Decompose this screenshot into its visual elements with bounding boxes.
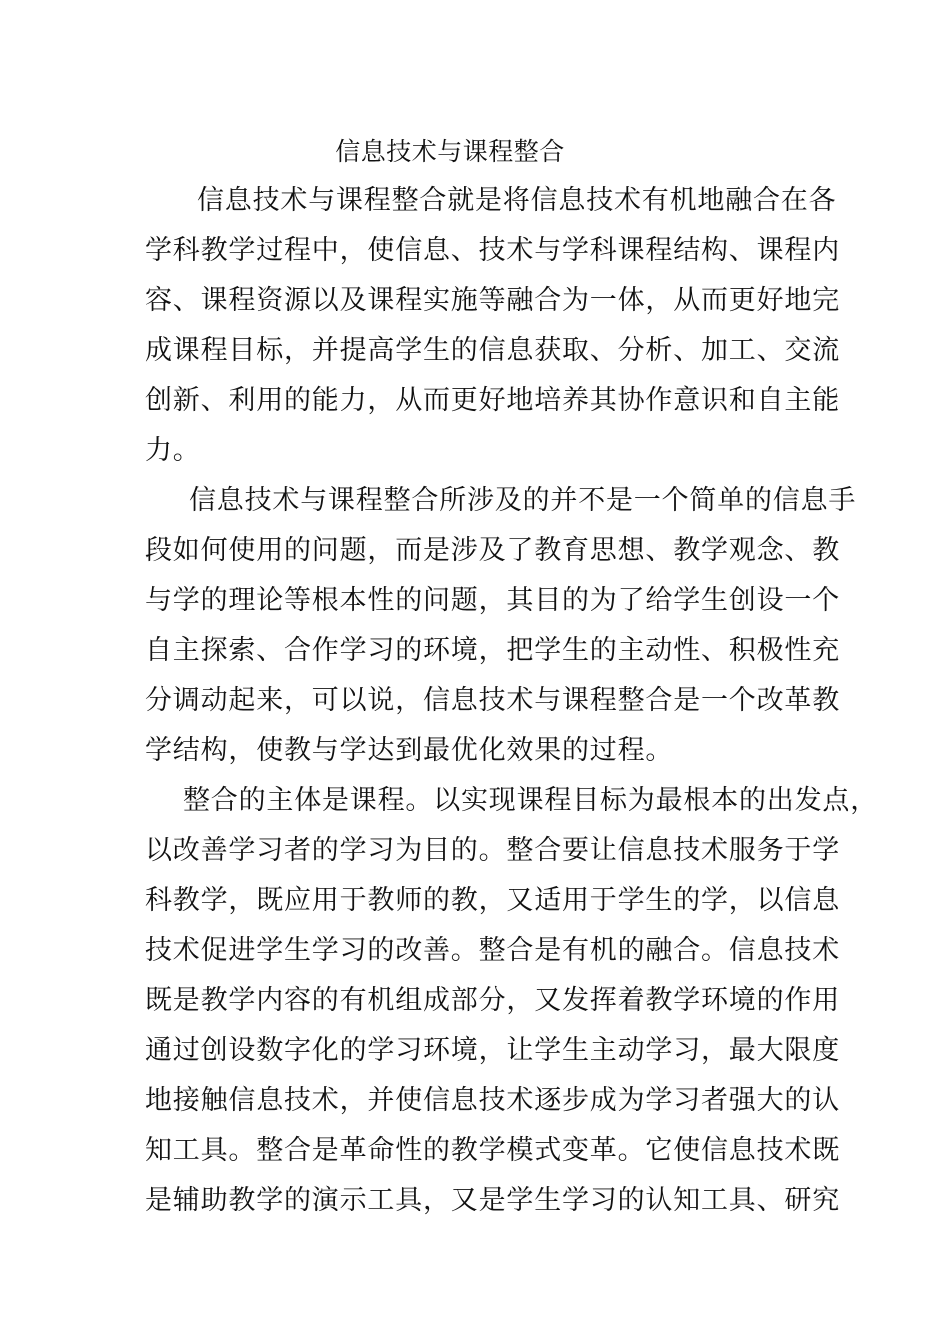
paragraph-line: 信息技术与课程整合就是将信息技术有机地融合在各 <box>197 185 837 216</box>
paragraph-1 <box>145 176 840 476</box>
paragraph-line: 分调动起来，可以说，信息技术与课程整合是一个改革教 <box>145 685 840 716</box>
paragraph-line: 自主探索、合作学习的环境，把学生的主动性、积极性充 <box>145 635 840 666</box>
paragraph-line: 学结构，使教与学达到最优化效果的过程。 <box>145 735 674 766</box>
paragraph-line: 力。 <box>145 435 201 466</box>
paragraph-line: 通过创设数字化的学习环境，让学生主动学习，最大限度 <box>145 1035 840 1066</box>
paragraph-line: 学科教学过程中，使信息、技术与学科课程结构、课程内 <box>145 235 840 266</box>
document-title: 信息技术与课程整合 <box>335 137 565 166</box>
paragraph-line: 科教学，既应用于教师的教，又适用于学生的学，以信息 <box>145 885 840 916</box>
paragraph-line: 是辅助教学的演示工具，又是学生学习的认知工具、研究 <box>145 1185 840 1216</box>
paragraph-line: 既是教学内容的有机组成部分，又发挥着教学环境的作用 <box>145 985 840 1016</box>
paragraph-line: 信息技术与课程整合所涉及的并不是一个简单的信息手 <box>189 485 857 516</box>
paragraph-line: 地接触信息技术，并使信息技术逐步成为学习者强大的认 <box>145 1085 840 1116</box>
paragraph-line: 知工具。整合是革命性的教学模式变革。它使信息技术既 <box>145 1135 840 1166</box>
paragraph-3 <box>145 776 878 1226</box>
paragraph-line: 技术促进学生学习的改善。整合是有机的融合。信息技术 <box>145 935 840 966</box>
paragraph-line: 段如何使用的问题，而是涉及了教育思想、教学观念、教 <box>145 535 840 566</box>
document-body <box>145 176 878 1226</box>
paragraph-line: 创新、利用的能力，从而更好地培养其协作意识和自主能 <box>145 385 840 416</box>
paragraph-2 <box>145 476 857 776</box>
paragraph-line: 成课程目标，并提高学生的信息获取、分析、加工、交流 <box>145 335 840 366</box>
paragraph-line: 整合的主体是课程。以实现课程目标为最根本的出发点， <box>183 785 878 816</box>
paragraph-line: 以改善学习者的学习为目的。整合要让信息技术服务于学 <box>145 835 840 866</box>
paragraph-line: 与学的理论等根本性的问题，其目的为了给学生创设一个 <box>145 585 840 616</box>
paragraph-line: 容、课程资源以及课程实施等融合为一体，从而更好地完 <box>145 285 840 316</box>
